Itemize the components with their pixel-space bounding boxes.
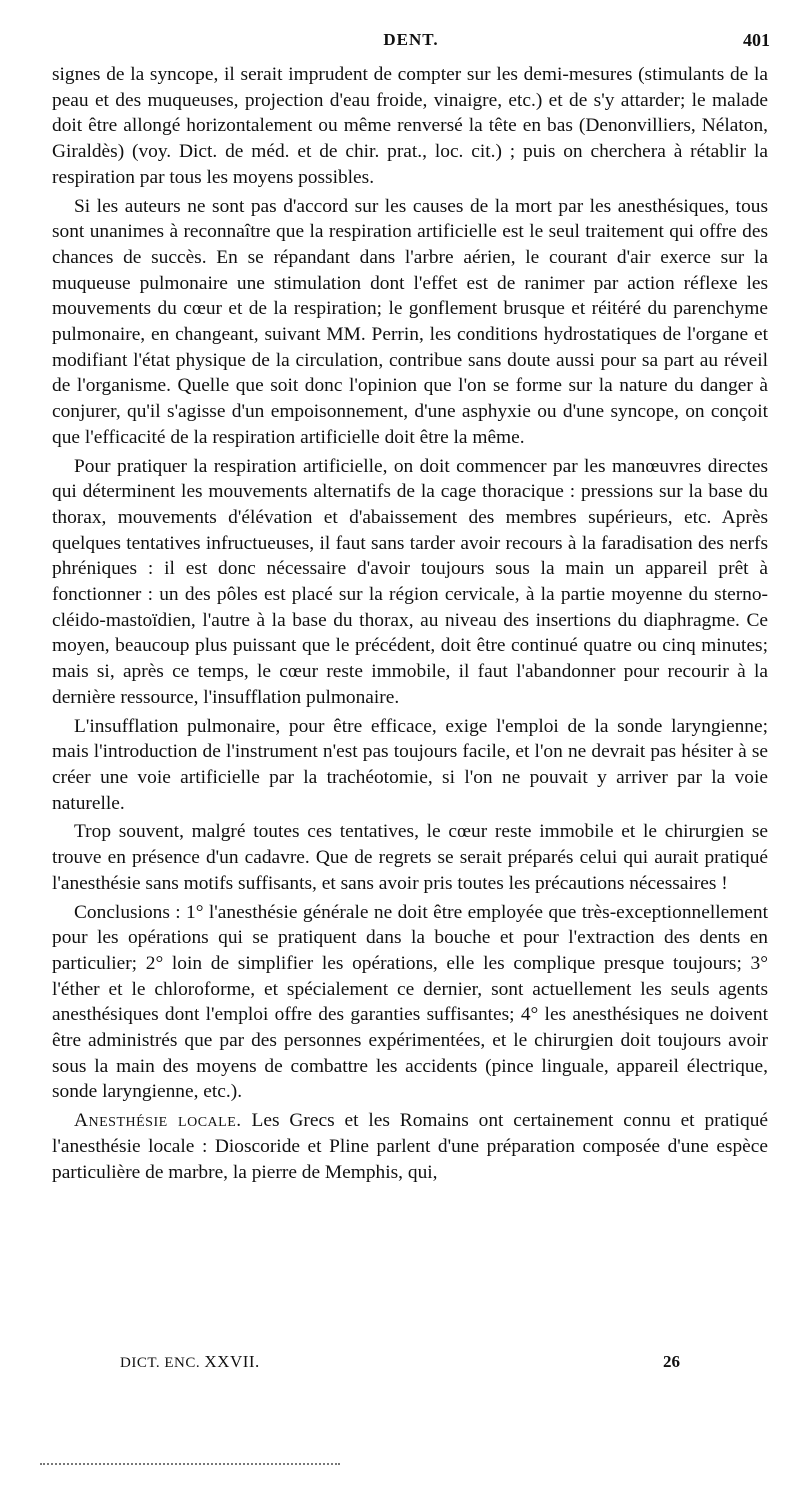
signature-mark bbox=[120, 1352, 260, 1372]
paragraph-syncope: signes de la syncope, il serait imprudent de compter sur les demi-mesures (stimulants de la peau et des muqueuses, projection d'eau froide, vinaigre, etc.) et de s'y attarder; le malade doit être allongé horizontalement ou même renversé la tête en bas (Denonvilliers, Nélaton, Giraldès) (voy. Dict. de méd. et de chir. prat., loc. cit.) ; puis on cherchera à rétablir la respiration par tous les moyens possibles. bbox=[52, 64, 768, 188]
section-heading: Anesthésie locale. bbox=[74, 1110, 242, 1132]
article-body bbox=[52, 62, 768, 1185]
paragraph-artificial-respiration: Si les auteurs ne sont pas d'accord sur les causes de la mort par les anesthésiques, tous sont unanimes à reconnaître que la respiration artificielle est le seul traitement qui offre des chances de succès. En se répandant dans l'arbre aérien, le courant d'air exerce sur la muqueuse pulmonaire une stimulation dont l'effet est de ranimer par action réflexe les mouvements du cœur et de la respiration; le gonflement brusque et réitéré du parenchyme pulmonaire, en changeant, suivant MM. Perrin, les conditions hydrostatiques de l'organe et modifiant l'état physique de la circulation, contribue sans doute aussi pour sa part au réveil de l'organisme. Quelle que soit donc l'opinion que l'on se forme sur la nature du danger à conjurer, qu'il s'agisse d'un empoisonnement, d'une asphyxie ou d'une syncope, on conçoit que l'efficacité de la respiration artificielle doit être la même. bbox=[52, 195, 768, 448]
paragraph-insufflation: L'insufflation pulmonaire, pour être efficace, exige l'emploi de la sonde laryngienne; mais l'introduction de l'instrument n'est pas toujours facile, et l'on ne devrait pas hésiter à se créer une voie artificielle par la trachéotomie, si l'on ne pouvait y arriver par la voie naturelle. bbox=[52, 715, 768, 814]
bottom-rule bbox=[40, 1463, 340, 1465]
paragraph-cadaver: Trop souvent, malgré toutes ces tentatives, le cœur reste immobile et le chirurgien se trouve en présence d'un cadavre. Que de regrets se serait préparés celui qui aurait pratiqué l'anesthésie sans motifs suffisants, et sans avoir pris toutes les précautions nécessaires ! bbox=[52, 821, 768, 894]
page-footer bbox=[120, 1352, 680, 1376]
page-number: 401 bbox=[743, 30, 770, 50]
paragraph-maneuvers: Pour pratiquer la respiration artificielle, on doit commencer par les manœuvres directes qui déterminent les mouvements alternatifs de la cage thoracique : pressions sur la base du thorax, mouvements d'élévation et d'abaissement des membres supérieurs, etc. Après quelques tentatives infructueuses, il faut sans tarder avoir recours à la faradisation des nerfs phréniques : il est donc nécessaire d'avoir toujours sous la main un appareil prêt à fonctionner : un des pôles est placé sur la région cervicale, à la partie moyenne du sterno-cléido-mastoïdien, l'autre à la base du thorax, au niveau des insertions du diaphragme. Ce moyen, beaucoup plus puissant que le précédent, doit être continué quatre ou cinq minutes; mais si, après ce temps, le cœur reste immobile, il faut l'abandonner pour recourir à la dernière ressource, l'insufflation pulmonaire. bbox=[52, 455, 768, 708]
volume-number: XXVII. bbox=[204, 1352, 260, 1371]
paragraph-conclusions: Conclusions : 1° l'anesthésie générale ne doit être employée que très-exceptionnellement pour les opérations qui se pratiquent dans la bouche et pour l'extraction des dents en particulier; 2° loin de simplifier les opérations, elle les complique presque toujours; 3° l'éther et le chloroforme, et spécialement ce dernier, sont actuellement les seuls agents anesthésiques dont l'emploi offre des garanties suffisantes; 4° les anesthésiques ne doivent être administrés que par des personnes expérimentées, et le chirurgien doit toujours avoir sous la main des moyens de combattre les accidents (pince linguale, appareil électrique, sonde laryngienne, etc.). bbox=[52, 901, 768, 1103]
dict-abbrev: DICT. ENC. bbox=[120, 1355, 201, 1371]
section-text: Les Grecs et les Romains ont certainement connu et pratiqué l'anesthésie locale : Dioscoride et Pline parlent d'une préparation composée d'une espèce particulière de marbre, la pierre de Memphis, qui, bbox=[52, 1110, 768, 1183]
paragraph-local-anesthesia bbox=[52, 1108, 768, 1185]
running-title: DENT. bbox=[383, 30, 439, 49]
page-header bbox=[52, 30, 770, 56]
signature-number: 26 bbox=[663, 1352, 680, 1371]
